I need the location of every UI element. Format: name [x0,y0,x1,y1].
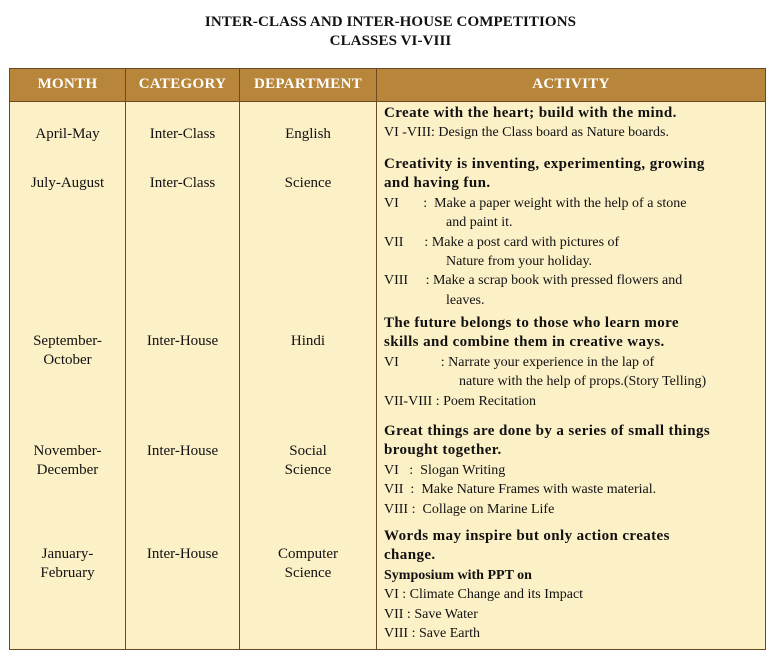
activity-heading: Creativity is inventing, experimenting, growing [384,156,705,172]
table-row-department [240,174,376,193]
table-row-month [10,332,125,370]
activity-heading: Words may inspire but only action creates [384,528,670,544]
month-text: April-May [35,126,100,142]
activity-line: VI -VIII: Design the Class board as Nature boards. [384,125,669,141]
month-text: December [36,462,99,478]
table-row-activity [384,422,710,519]
header-activity: ACTIVITY [532,76,610,92]
department-text: Social [289,443,327,459]
table-row-category: Inter-Class [149,175,216,191]
department-text: Science [284,462,332,478]
activity-line: nature with the help of props.(Story Telling) [459,374,707,390]
month-text: September- [33,333,102,349]
table-row-month [10,545,125,583]
activity-line: VII-VIII : Poem Recitation [384,393,537,409]
table-row-activity [384,314,706,411]
activity-line: VI : Narrate your experience in the lap of [384,354,655,370]
page-title-block [0,13,781,51]
table-row-month [10,442,125,480]
activity-subheading: Symposium with PPT on [384,567,532,583]
activity-line: VI : Climate Change and its Impact [384,587,584,603]
department-text: Science [284,175,332,191]
table-row-department [240,125,376,144]
page-subtitle: CLASSES VI-VIII [329,33,452,49]
activity-line: VIII : Make a scrap book with pressed flowers and [384,273,683,289]
activity-line: VII : Save Water [384,606,478,622]
header-department: DEPARTMENT [253,76,363,92]
activity-line: leaves. [446,292,485,308]
activity-line: VIII : Collage on Marine Life [384,501,555,517]
table-row-department [240,545,376,583]
column-divider [376,69,377,649]
department-text: Hindi [290,333,326,349]
page-title: INTER-CLASS AND INTER-HOUSE COMPETITIONS [204,14,577,30]
table-row-category: Inter-House [146,333,219,349]
department-text: Computer [278,546,338,562]
table-row-category: Inter-Class [149,126,216,142]
table-row-activity [384,155,705,310]
activity-line: VII : Make Nature Frames with waste material. [384,482,657,498]
activity-heading: The future belongs to those who learn more [384,315,679,331]
department-text: Science [284,565,332,581]
activity-line: and paint it. [446,215,513,231]
activity-line: VII : Make a post card with pictures of [384,234,620,250]
activity-heading: skills and combine them in creative ways. [384,334,665,351]
activity-heading: brought together. [384,442,502,459]
table-row-category: Inter-House [146,546,219,562]
activity-heading: Create with the heart; build with the mind. [384,105,677,121]
table-row-category: Inter-House [146,443,219,459]
month-text: February [40,565,95,581]
department-text: English [285,126,331,142]
activity-line: VI : Slogan Writing [384,462,506,478]
activity-heading: Great things are done by a series of small things [384,423,711,439]
activity-line: Nature from your holiday. [446,254,593,270]
activity-line: VI : Make a paper weight with the help of a stone [384,195,687,211]
table-row-activity [384,527,670,643]
activity-heading: and having fun. [384,175,491,192]
activity-heading: change. [384,547,436,564]
table-header-row [10,69,765,102]
table-row-department [240,442,376,480]
month-text: July-August [30,175,105,191]
table-row-month [10,125,125,144]
table-row-department [240,332,376,351]
header-category: CATEGORY [138,76,227,92]
competitions-table [9,68,766,650]
month-text: January- [41,546,94,562]
header-month: MONTH [37,76,98,92]
month-text: October [43,352,92,368]
table-row-activity [384,104,677,143]
month-text: November- [33,443,102,459]
activity-line: VIII : Save Earth [384,626,481,642]
table-row-month [10,174,125,193]
